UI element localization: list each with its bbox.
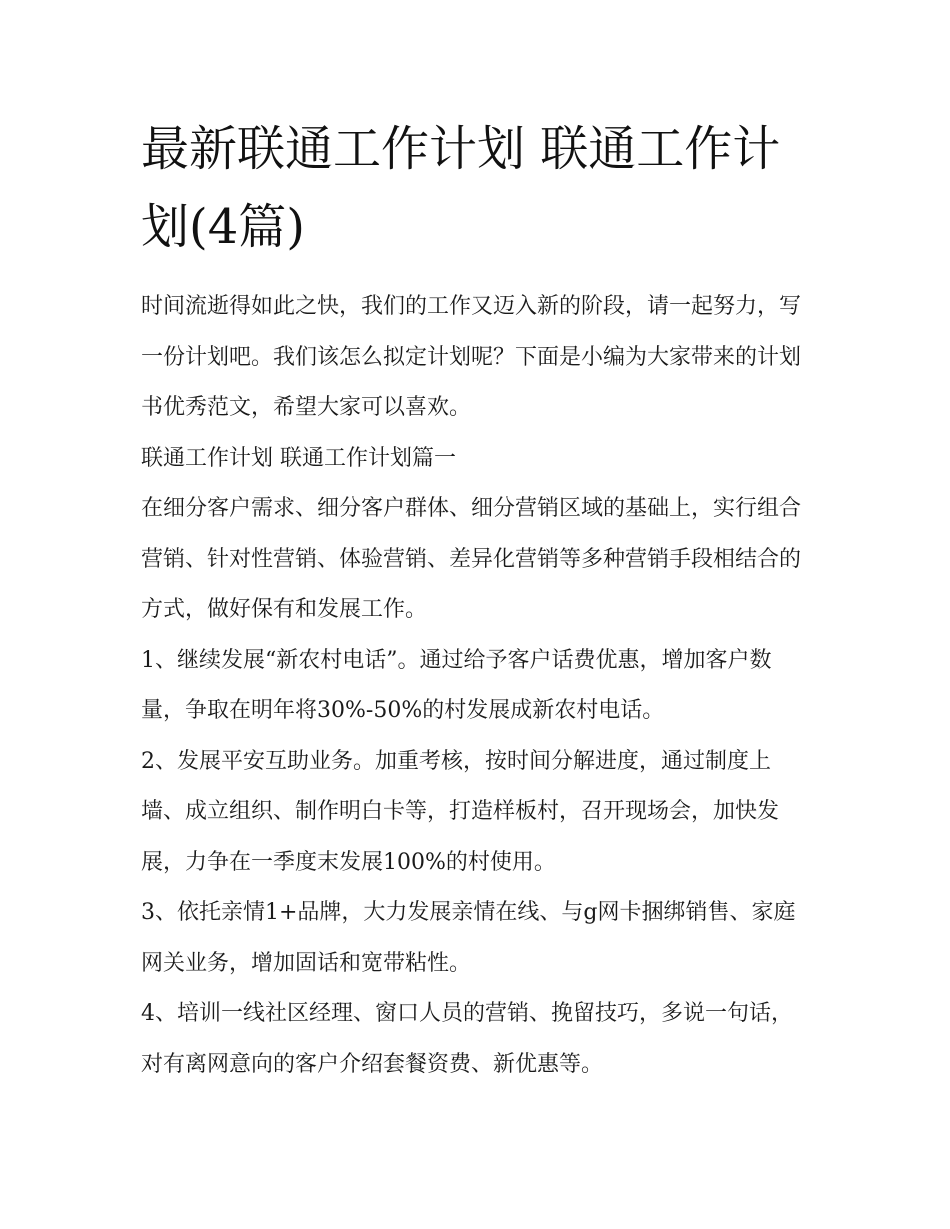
list-item-3: 3、依托亲情1+品牌，大力发展亲情在线、与g网卡捆绑销售、家庭网关业务，增加固话和宽带粘性。 [141,900,796,976]
list-item-4: 4、培训一线社区经理、窗口人员的营销、挽留技巧，多说一句话，对有离网意向的客户介绍套餐资费、新优惠等。 [141,1001,793,1077]
document-page [141,110,813,1090]
document-title: 最新联通工作计划 联通工作计划(4篇) [141,121,781,255]
list-item-1: 1、继续发展“新农村电话”。通过给予客户话费优惠，增加客户数量，争取在明年将30%-50%的村发展成新农村电话。 [141,647,772,723]
body-paragraph: 在细分客户需求、细分客户群体、细分营销区域的基础上，实行组合营销、针对性营销、体验营销、差异化营销等多种营销手段相结合的方式，做好保有和发展工作。 [141,496,802,622]
intro-paragraph: 时间流逝得如此之快，我们的工作又迈入新的阶段，请一起努力，写一份计划吧。我们该怎么拟定计划呢？下面是小编为大家带来的计划书优秀范文，希望大家可以喜欢。 [141,294,802,420]
section-heading: 联通工作计划 联通工作计划篇一 [141,445,456,471]
list-item-2: 2、发展平安互助业务。加重考核，按时间分解进度，通过制度上墙、成立组织、制作明白卡等，打造样板村，召开现场会，加快发展，力争在一季度末发展100%的村使用。 [141,748,780,875]
